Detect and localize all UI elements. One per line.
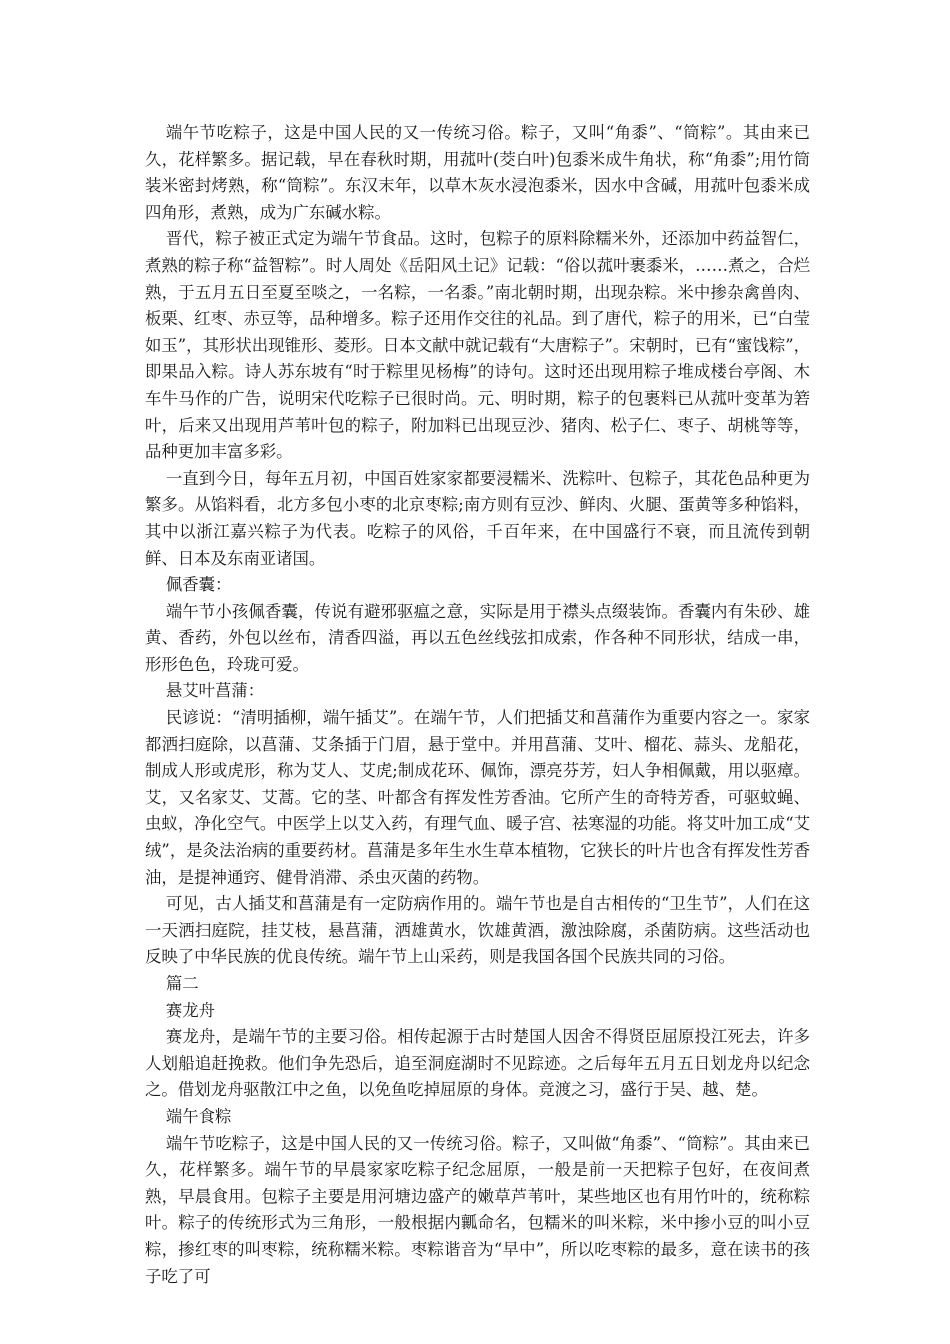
paragraph-jin-dynasty-zongzi: 晋代，粽子被正式定为端午节食品。这时，包粽子的原料除糯米外，还添加中药益智仁，煮熟的粽子称“益智粽”。时人周处《岳阳风土记》记载：“俗以菰叶裹黍米，……煮之，合烂熟，于五月五日至夏至啖之，一名粽，一名黍。”南北朝时期，出现杂粽。米中掺杂禽兽肉、板栗、红枣、赤豆等，品种增多。粽子还用作交往的礼品。到了唐代，粽子的用米，已“白莹如玉”，其形状出现锥形、菱形。日本文献中就记载有“大唐粽子”。宋朝时，已有“蜜饯粽”，即果品入粽。诗人苏东坡有“时于粽里见杨梅”的诗句。这时还出现用粽子堆成楼台亭阁、木车牛马作的广告，说明宋代吃粽子已很时尚。元、明时期，粽子的包裹料已从菰叶变革为箬叶，后来又出现用芦苇叶包的粽子，附加料已出现豆沙、猪肉、松子仁、枣子、胡桃等等，品种更加丰富多彩。 xyxy=(145,229,810,462)
heading-sachet: 佩香囊： xyxy=(165,575,232,595)
heading-eating-zongzi: 端午食粽 xyxy=(165,1106,232,1126)
paragraph-eating-zongzi: 端午节吃粽子，这是中国人民的又一传统习俗。粽子，又叫做“角黍”、“筒粽”。其由来已久，花样繁多。端午节的早晨家家吃粽子纪念屈原，一般是前一天把粽子包好，在夜间煮熟，早晨食用。包粽子主要是用河塘边盛产的嫩草芦苇叶，某些地区也有用竹叶的，统称粽叶。粽子的传统形式为三角形，一般根据内瓤命名，包糯米的叫米粽，米中掺小豆的叫小豆粽，掺红枣的叫枣粽，统称糯米粽。枣粽谐音为“早中”，所以吃枣粽的最多，意在读书的孩子吃了可 xyxy=(145,1133,810,1286)
paragraph-modern-zongzi: 一直到今日，每年五月初，中国百姓家家都要浸糯米、洗粽叶、包粽子，其花色品种更为繁多。从馅料看，北方多包小枣的北京枣粽;南方则有豆沙、鲜肉、火腿、蛋黄等多种馅料，其中以浙江嘉兴粽子为代表。吃粽子的风俗，千百年来，在中国盛行不衰，而且流传到朝鲜、日本及东南亚诸国。 xyxy=(145,468,810,568)
heading-part-two: 篇二 xyxy=(165,974,199,993)
document-page xyxy=(145,120,810,1290)
paragraph-dragon-boat: 赛龙舟，是端午节的主要习俗。相传起源于古时楚国人因舍不得贤臣屈原投江死去，许多人划船追赶挽救。他们争先恐后，追至洞庭湖时不见踪迹。之后每年五月五日划龙舟以纪念之。借划龙舟驱散江中之鱼，以免鱼吃掉屈原的身体。竞渡之习，盛行于吴、越、楚。 xyxy=(145,1027,810,1100)
paragraph-hygiene-festival: 可见，古人插艾和菖蒲是有一定防病作用的。端午节也是自古相传的“卫生节”，人们在这一天洒扫庭院，挂艾枝，悬菖蒲，洒雄黄水，饮雄黄酒，激浊除腐，杀菌防病。这些活动也反映了中华民族的优良传统。端午节上山采药，则是我国各国个民族共同的习俗。 xyxy=(145,894,810,967)
paragraph-sachet: 端午节小孩佩香囊，传说有避邪驱瘟之意，实际是用于襟头点缀装饰。香囊内有朱砂、雄黄、香药，外包以丝布，清香四溢，再以五色丝线弦扣成索，作各种不同形状，结成一串，形形色色，玲珑可爱。 xyxy=(145,601,810,674)
paragraph-zongzi-origin: 端午节吃粽子，这是中国人民的又一传统习俗。粽子，又叫“角黍”、“筒粽”。其由来已久，花样繁多。据记载，早在春秋时期，用菰叶(茭白叶)包黍米成牛角状，称“角黍”;用竹筒装米密封烤熟，称“筒粽”。东汉末年，以草木灰水浸泡黍米，因水中含碱，用菰叶包黍米成四角形，煮熟，成为广东碱水粽。 xyxy=(145,123,810,222)
heading-mugwort-calamus: 悬艾叶菖蒲： xyxy=(165,681,265,701)
paragraph-mugwort-calamus: 民谚说：“清明插柳，端午插艾”。在端午节，人们把插艾和菖蒲作为重要内容之一。家家都洒扫庭除，以菖蒲、艾条插于门眉，悬于堂中。并用菖蒲、艾叶、榴花、蒜头、龙船花，制成人形或虎形，称为艾人、艾虎;制成花环、佩饰，漂亮芬芳，妇人争相佩戴，用以驱瘴。艾，又名家艾、艾蒿。它的茎、叶都含有挥发性芳香油。它所产生的奇特芳香，可驱蚊蝇、虫蚁，净化空气。中医学上以艾入药，有理气血、暖子宫、祛寒湿的功能。将艾叶加工成“艾绒”，是灸法治病的重要药材。菖蒲是多年生水生草本植物，它狭长的叶片也含有挥发性芳香油，是提神通窍、健骨消滞、杀虫灭菌的药物。 xyxy=(145,708,810,887)
heading-dragon-boat: 赛龙舟 xyxy=(165,1000,216,1020)
